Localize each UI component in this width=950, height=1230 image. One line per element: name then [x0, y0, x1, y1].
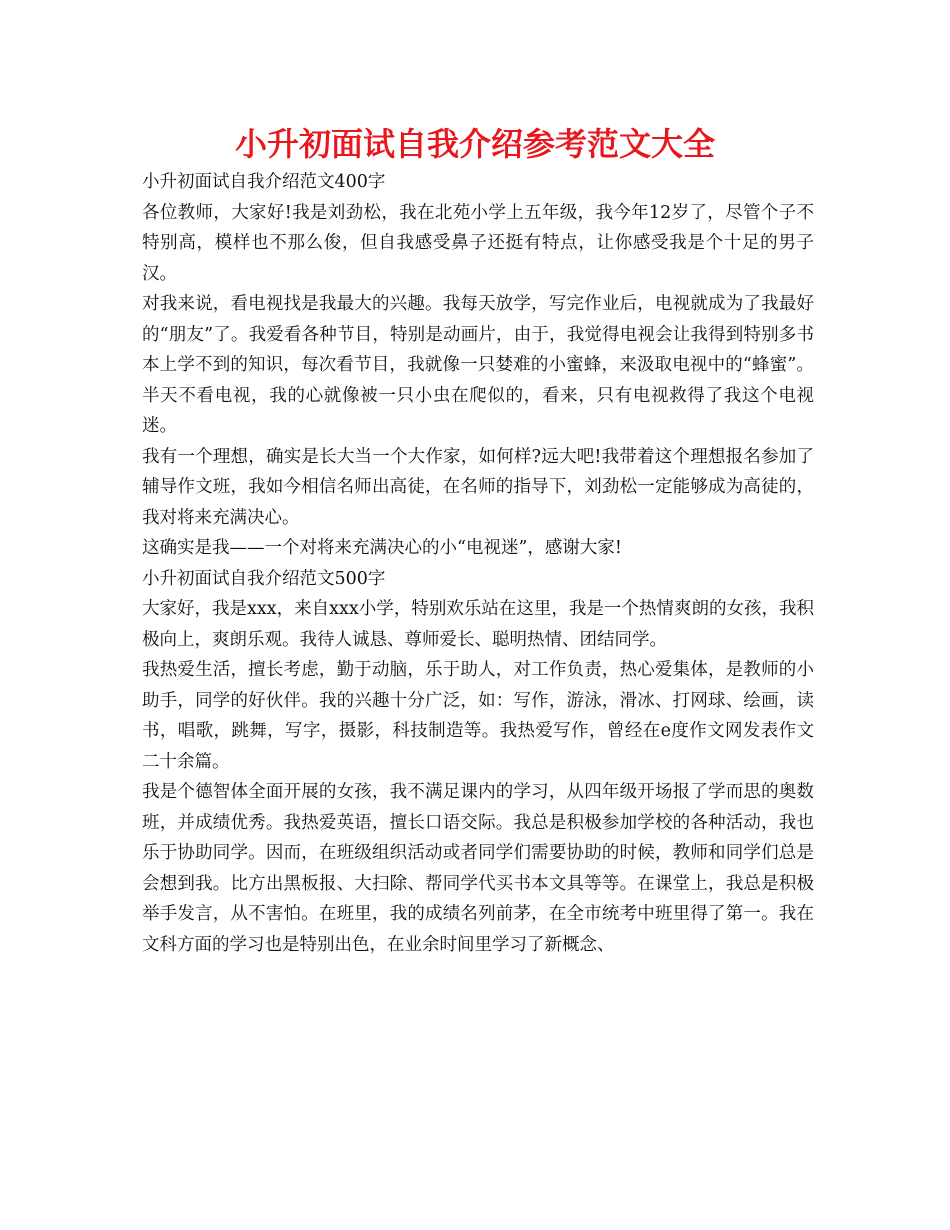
- paragraph: 我热爱生活，擅长考虑，勤于动脑，乐于助人，对工作负责，热心爱集体，是教师的小助手，同学的好伙伴。我的兴趣十分广泛，如：写作，游泳，滑冰、打网球、绘画，读书，唱歌，跳舞，写字，摄影，科技制造等。我热爱写作，曾经在e度作文网发表作文二十余篇。: [142, 660, 814, 772]
- paragraph: 大家好，我是xxx，来自xxx小学，特别欢乐站在这里，我是一个热情爽朗的女孩，我积极向上，爽朗乐观。我待人诚恳、尊师爱长、聪明热情、团结同学。: [142, 599, 814, 650]
- paragraph: 这确实是我——一个对将来充满决心的小“电视迷”，感谢大家!: [142, 538, 622, 558]
- section-heading: 小升初面试自我介绍范文500字: [142, 568, 386, 589]
- paragraph: 各位教师，大家好!我是刘劲松，我在北苑小学上五年级，我今年12岁了，尽管个子不特别高，模样也不那么俊，但自我感受鼻子还挺有特点，让你感受我是个十足的男子汉。: [142, 202, 814, 284]
- paragraph: 我是个德智体全面开展的女孩，我不满足课内的学习，从四年级开场报了学而思的奥数班，并成绩优秀。我热爱英语，擅长口语交际。我总是积极参加学校的各种活动，我也乐于协助同学。因而，在班级组织活动或者同学们需要协助的时候，教师和同学们总是会想到我。比方出黑板报、大扫除、帮同学代买书本文具等等。在课堂上，我总是积极举手发言，从不害怕。在班里，我的成绩名列前茅，在全市统考中班里得了第一。我在文科方面的学习也是特别出色，在业余时间里学习了新概念、: [142, 782, 814, 955]
- section-heading: 小升初面试自我介绍范文400字: [142, 172, 386, 192]
- paragraph: 对我来说，看电视找是我最大的兴趣。我每天放学，写完作业后，电视就成为了我最好的“朋友”了。我爱看各种节目，特别是动画片，由于，我觉得电视会让我得到特别多书本上学不到的知识，每次看节目，我就像一只婪难的小蜜蜂，来汲取电视中的“蜂蜜”。半天不看电视，我的心就像被一只小虫在爬似的，看来，只有电视救得了我这个电视迷。: [142, 294, 814, 436]
- document-title: 小升初面试自我介绍参考范文大全: [234, 125, 715, 163]
- document-body: [142, 167, 814, 960]
- paragraph: 我有一个理想，确实是长大当一个大作家，如何样?远大吧!我带着这个理想报名参加了辅导作文班，我如今相信名师出高徒，在名师的指导下，刘劲松一定能够成为高徒的，我对将来充满决心。: [142, 446, 814, 528]
